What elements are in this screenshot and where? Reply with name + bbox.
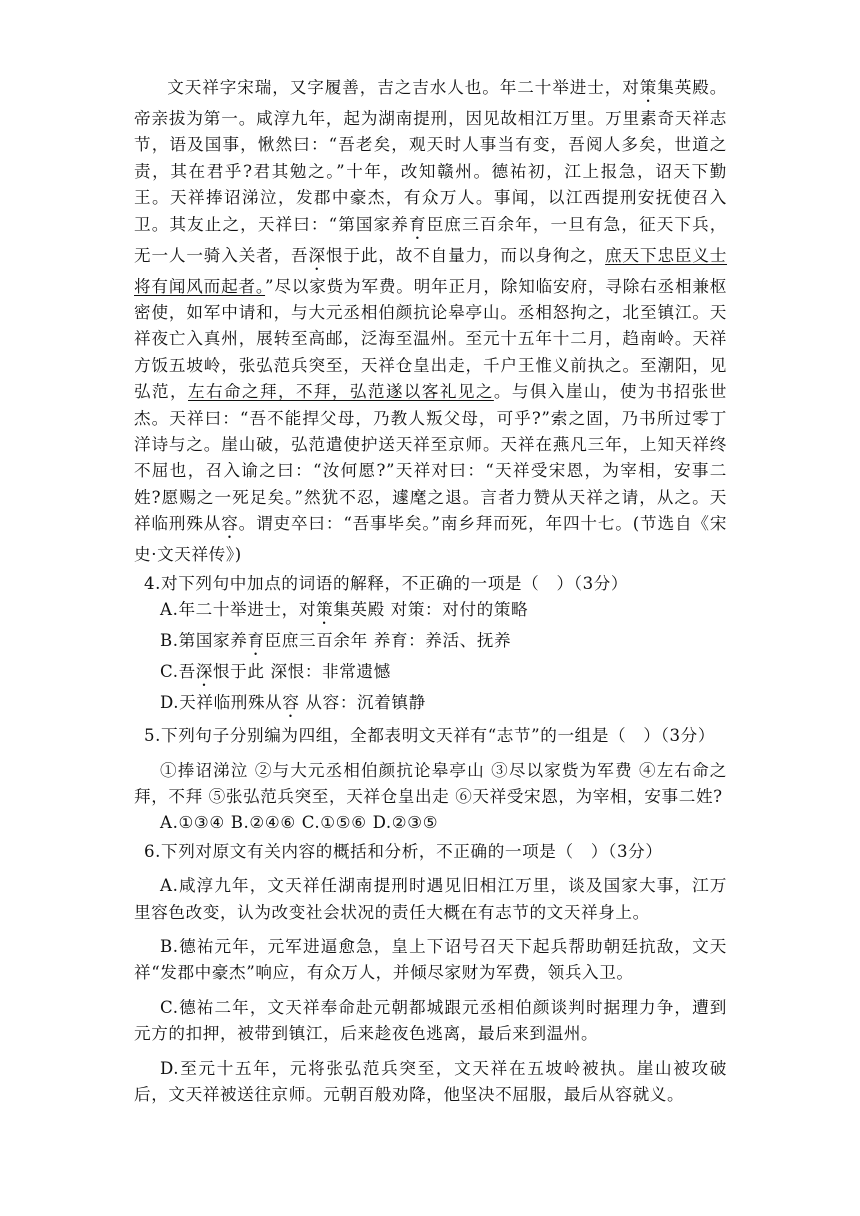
option-text: C.吾 <box>160 662 196 682</box>
option-text: 集英殿 对策：对付的策略 <box>333 600 529 620</box>
passage-paragraph <box>134 75 727 569</box>
option-text: 从容：沉着镇静 <box>299 693 426 713</box>
question-4-stem: 4.对下列句中加点的词语的解释，不正确的一项是（ ）（3分） <box>144 573 629 593</box>
emphasis-char: 深 <box>195 662 213 682</box>
option-text: 臣庶三百余年 养育：养活、抚养 <box>264 631 512 651</box>
question-5-items: ①捧诏涕泣 ②与大元丞相伯颜抗论皋亭山 ③尽以家赀为军费 ④左右命之拜，不拜 ⑤张弘范兵突至，天祥仓皇出走 ⑥天祥受宋恩，为宰相，安事二姓? <box>134 760 727 806</box>
passage-text: ”尽以家赀为军费。明年正月，除知临安府，寻除右丞相兼枢密使，如军中请和，与大元丞相伯颜抗论皋亭山。丞相怒拘之，北至镇江。天祥夜亡入真州，展转至高邮，泛海至温州。至元十五年十二月，趋南岭。天祥方饭五坡岭，张弘范兵突至，天祥仓皇出走，千户王惟义前执之。至潮阳，见弘范， <box>134 276 727 402</box>
option-text: 恨于此 深恨：非常遗憾 <box>212 662 391 682</box>
emphasis-char: 策 <box>639 78 658 97</box>
question-4-option-b <box>160 628 727 659</box>
option-text: D.天祥临刑殊从 <box>160 693 283 713</box>
question-4 <box>134 571 727 721</box>
question-6-option-b: B.德祐元年，元军进逼愈急，皇上下诏号召天下起兵帮助朝廷抗敌，文天祥“发郡中豪杰”响应，有众万人，并倾尽家财为军费，领兵入卫。 <box>134 936 727 983</box>
question-5-stem: 5.下列句子分别编为四组，全都表明文天祥有“志节”的一组是（ ）（3分） <box>144 726 716 746</box>
question-4-option-a <box>160 597 727 628</box>
passage-text: 臣庶三百余年，一旦有急，征天下兵，无一人一骑入关者，吾 <box>134 214 727 265</box>
question-6-option-c: C.德祐二年，文天祥奉命赴元朝都城跟元丞相伯颜谈判时据理力争，遭到元方的扣押，被带到镇江，后来趁夜色逃离，最后来到温州。 <box>134 997 727 1044</box>
question-5-choices: A.①③④ B.②④⑥ C.①⑤⑥ D.②③⑤ <box>160 813 439 833</box>
question-6-stem: 6.下列对原文有关内容的概括和分析，不正确的一项是（ ）（3分） <box>144 841 663 861</box>
underlined-sentence-2: 左右命之拜，不拜，弘范遂以客礼见之 <box>187 382 494 402</box>
passage-text: 恨于此，故不自量力，而以身徇之， <box>325 245 606 265</box>
passage-text: 文天祥字宋瑞，又字履善，吉之吉水人也。年二十举进士，对 <box>167 78 640 97</box>
question-6 <box>134 839 727 1109</box>
passage-text: 。谓吏卒曰：“吾事毕矣。”南乡拜而死，年四十七。(节选自《宋史·文天祥传》) <box>134 514 728 565</box>
emphasis-char: 深 <box>308 245 326 265</box>
passage <box>134 75 727 569</box>
question-4-option-d <box>160 690 727 721</box>
option-text: B.第国家养 <box>160 631 248 651</box>
emphasis-char: 容 <box>221 514 239 534</box>
underlined-sentence-1: 庶天下忠臣义士将有闻风而起者。 <box>134 245 727 296</box>
passage-text: 集英殿。帝亲拔为第一。咸淳九年，起为湖南提刑，因见故相江万里。万里素奇天祥志节，语及国事，愀然曰：“吾老矣，观天时人事当有变，吾阅人多矣，世道之责，其在君乎?君其勉之。”十年，改知赣州。德祐初，江上报急，诏天下勤王。天祥捧诏涕泣，发郡中豪杰，有众万人。事闻，以江西提刑安抚使召入卫。其友止之，天祥曰：“第国家养 <box>134 78 728 234</box>
emphasis-char: 策 <box>316 600 334 620</box>
emphasis-char: 育 <box>247 631 265 651</box>
question-5 <box>134 723 727 837</box>
question-6-option-d: D.至元十五年，元将张弘范兵突至，文天祥在五坡岭被执。崖山被攻破后，文天祥被送往京师。元朝百般劝降，他坚决不屈服，最后从容就义。 <box>134 1058 727 1104</box>
option-text: A.年二十举进士，对 <box>160 600 317 620</box>
emphasis-char: 育 <box>409 214 427 234</box>
question-6-option-a: A.咸淳九年，文天祥任湖南提刑时遇见旧相江万里，谈及国家大事，江万里容色改变，认为改变社会状况的责任大概在有志节的文天祥身上。 <box>134 876 727 922</box>
passage-text: 。与俱入崖山，使为书招张世杰。天祥曰：“吾不能捍父母，乃教人叛父母，可乎?”索之固，乃书所过零丁洋诗与之。崖山破，弘范遣使护送天祥至京师。天祥在燕凡三年，上知天祥终不屈也，召入谕之曰：“汝何愿?”天祥对曰：“天祥受宋恩，为宰相，安事二姓?愿赐之一死足矣。”然犹不忍，遽麾之退。言者力赞从天祥之请，从之。天祥临刑殊从 <box>134 382 727 534</box>
emphasis-char: 容 <box>282 693 300 713</box>
question-4-option-c <box>160 659 727 690</box>
document-page <box>134 75 727 1108</box>
